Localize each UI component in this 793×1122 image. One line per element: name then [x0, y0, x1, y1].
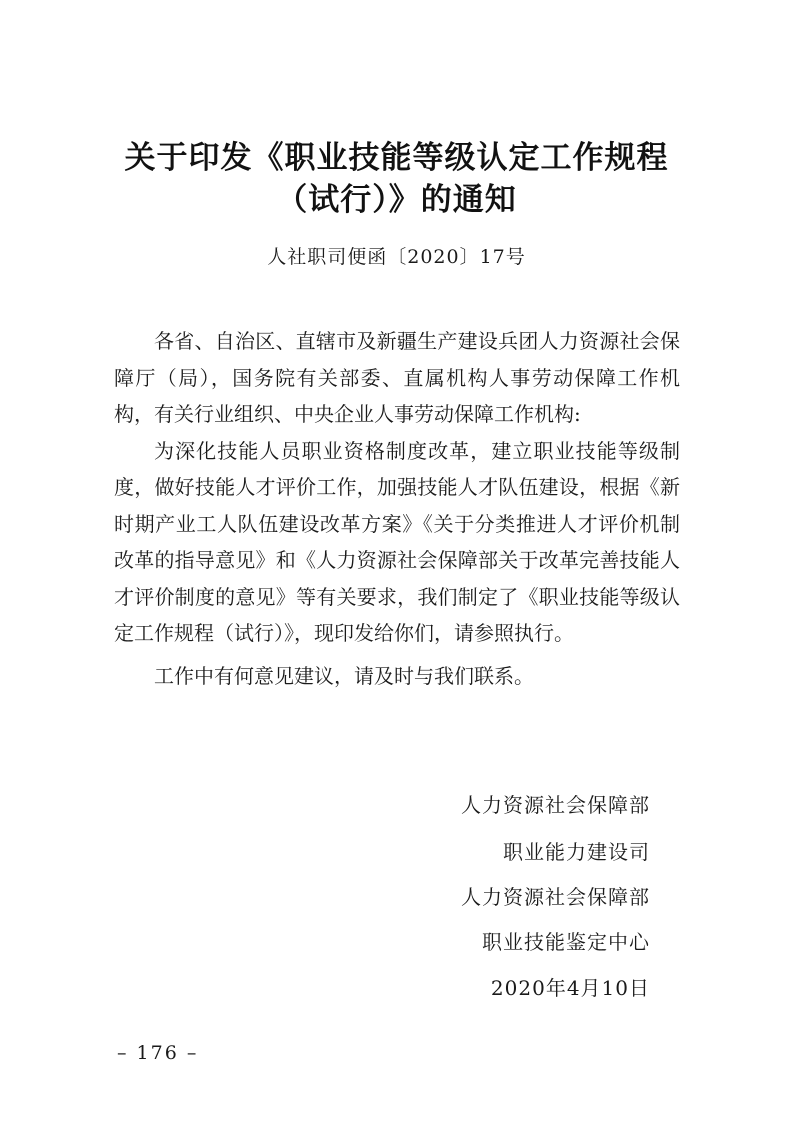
- recipients-paragraph: 各省、自治区、直辖市及新疆生产建设兵团人力资源社会保障厅（局），国务院有关部委、直属机构人事劳动保障工作机构，有关行业组织、中央企业人事劳动保障工作机构:: [114, 329, 680, 426]
- page-number: – 176 –: [117, 1042, 199, 1064]
- document-title-line-1: 关于印发《职业技能等级认定工作规程: [124, 140, 669, 176]
- document-number: 人社职司便函〔2020〕17号: [267, 246, 526, 268]
- closing-paragraph: 工作中有何意见建议，请及时与我们联系。: [154, 663, 534, 688]
- document-body: [114, 323, 680, 694]
- signature-line: 职业能力建设司: [503, 840, 650, 864]
- signature-line: 人力资源社会保障部: [461, 793, 650, 817]
- main-paragraph: 为深化技能人员职业资格制度改革，建立职业技能等级制度，做好技能人才评价工作，加强技能人才队伍建设，根据《新时期产业工人队伍建设改革方案》《关于分类推进人才评价机制改革的指导意见》和《人力资源社会保障部关于改革完善技能人才评价制度的意见》等有关要求，我们制定了《职业技能等级认定工作规程（试行）》，现印发给你们，请参照执行。: [114, 438, 680, 645]
- document-title-line-2: （试行）》的通知: [276, 182, 517, 218]
- signature-line: 职业技能鉴定中心: [482, 930, 650, 954]
- signature-date: 2020年4月10日: [490, 976, 650, 1000]
- signature-line: 人力资源社会保障部: [461, 885, 650, 909]
